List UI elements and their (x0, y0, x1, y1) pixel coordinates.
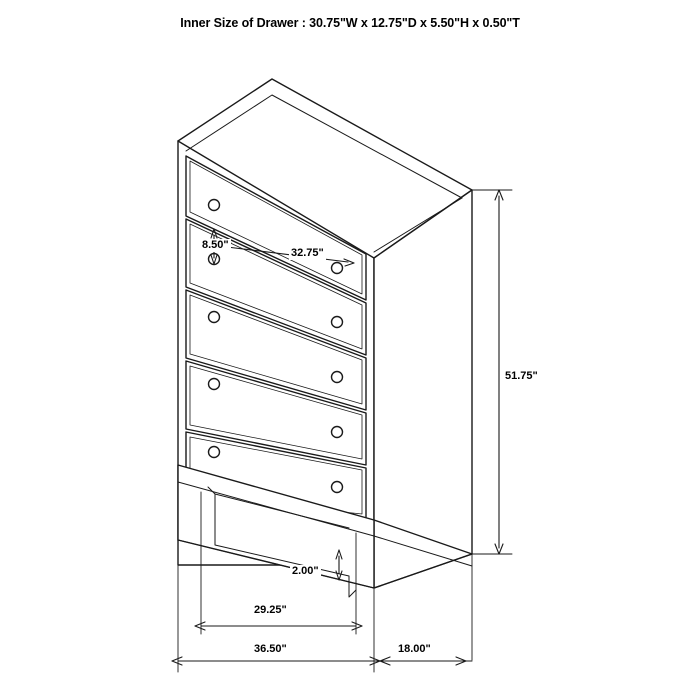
dimension-label-overall-width: 36.50" (254, 643, 287, 655)
page-title: Inner Size of Drawer : 30.75"W x 12.75"D x 5.50"H x 0.50"T (180, 16, 520, 30)
cabinet-side-panel (374, 190, 472, 588)
dimension-label-toe-kick: 2.00" (292, 565, 319, 577)
dimension-label-base-width: 29.25" (254, 604, 287, 616)
dimension-label-drawer-width: 32.75" (291, 247, 324, 259)
dimension-label-drawer-height: 8.50" (202, 239, 229, 251)
dimension-label-total-height: 51.75" (505, 370, 538, 382)
dimension-label-overall-depth: 18.00" (398, 643, 431, 655)
